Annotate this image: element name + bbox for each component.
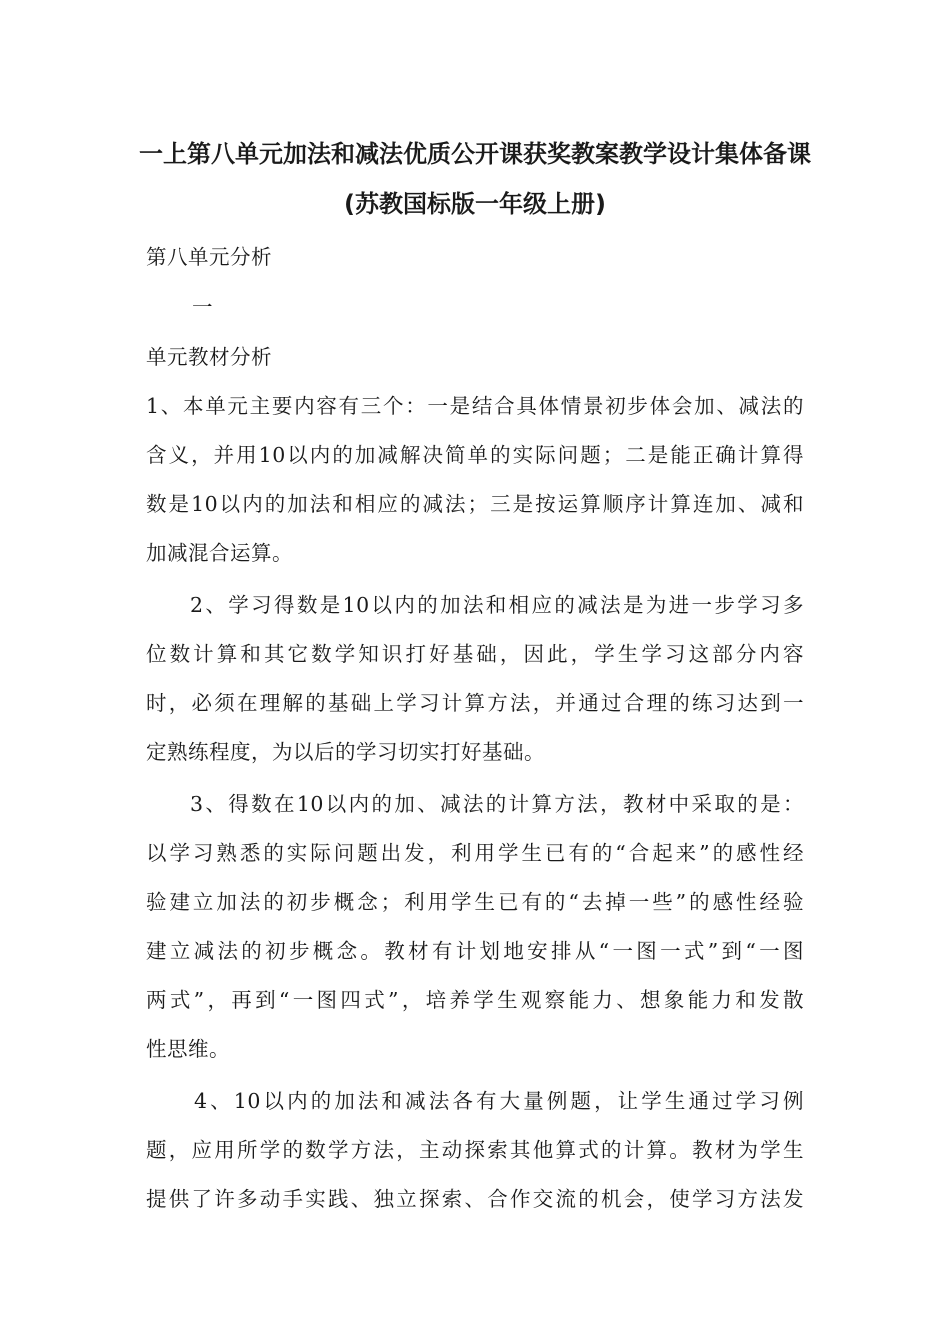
paragraph-line: 加减混合运算。 [146, 541, 293, 565]
paragraph-line: 数是10以内的加法和相应的减法；三是按运算顺序计算连加、减和 [146, 492, 804, 516]
paragraph-line: 时，必须在理解的基础上学习计算方法，并通过合理的练习达到一 [146, 691, 804, 715]
paragraph-line: 建立减法的初步概念。教材有计划地安排从“一图一式”到“一图 [146, 939, 804, 963]
paragraph-line: 验建立加法的初步概念；利用学生已有的“去掉一些”的感性经验 [146, 890, 804, 914]
paragraph-line: 两式”，再到“一图四式”，培养学生观察能力、想象能力和发散 [146, 988, 804, 1012]
paragraph-line: 含义，并用10以内的加减解决简单的实际问题；二是能正确计算得 [146, 443, 804, 467]
paragraph-line: 定熟练程度，为以后的学习切实打好基础。 [146, 740, 545, 764]
paragraph-line: 性思维。 [146, 1037, 230, 1061]
section-number: 一 [192, 295, 213, 319]
document-title: 一上第八单元加法和减法优质公开课获奖教案教学设计集体备课 [139, 140, 811, 168]
paragraph-line: 提供了许多动手实践、独立探索、合作交流的机会，使学习方法发 [146, 1187, 804, 1211]
paragraph-line: 位数计算和其它数学知识打好基础，因此，学生学习这部分内容 [146, 642, 804, 666]
paragraph-line: 2、学习得数是10以内的加法和相应的减法是为进一步学习多 [190, 593, 804, 617]
paragraph-line: 3、得数在10以内的加、减法的计算方法，教材中采取的是： [190, 792, 804, 816]
paragraph-line: 4、10以内的加法和减法各有大量例题，让学生通过学习例 [194, 1089, 804, 1113]
paragraph-line: 1、本单元主要内容有三个：一是结合具体情景初步体会加、减法的 [146, 394, 804, 418]
document-subtitle: (苏教国标版一年级上册) [344, 190, 606, 218]
paragraph-line: 以学习熟悉的实际问题出发，利用学生已有的“合起来”的感性经 [146, 841, 804, 865]
section-heading: 第八单元分析 [146, 245, 272, 269]
subsection-heading: 单元教材分析 [146, 345, 272, 369]
paragraph-line: 题，应用所学的数学方法，主动探索其他算式的计算。教材为学生 [146, 1138, 804, 1162]
